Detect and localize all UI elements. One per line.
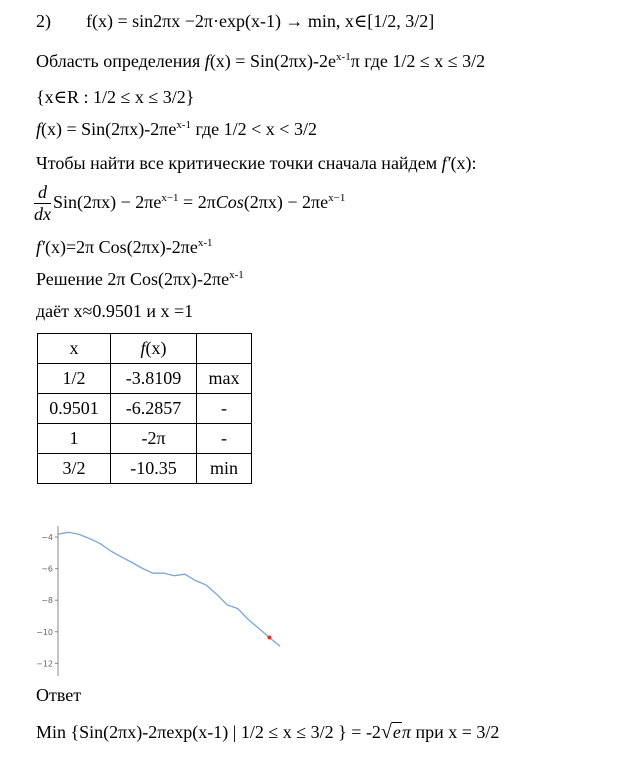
solution-line: [36, 268, 244, 290]
solution-text: Решение 2π Cos(2πx)-2πe: [36, 269, 230, 289]
table-cell-x: 1/2: [38, 364, 111, 394]
table-cell-note: -: [197, 394, 252, 424]
header-note: [197, 334, 252, 364]
fraction-denominator: dx: [34, 204, 51, 225]
answer-tail: при x = 3/2: [410, 722, 500, 742]
problem-number: 2): [36, 11, 51, 31]
table-cell-fx: -2π: [111, 424, 197, 454]
table-row: [38, 454, 252, 484]
domain-mid: (x) = Sin(2πx)-2e: [209, 51, 337, 71]
header-fx: [111, 334, 197, 364]
function-suffix: где 1/2 < x < 3/2: [191, 119, 317, 139]
derivative-rhs: (2πx) − 2πe: [243, 192, 329, 212]
answer-line: [36, 721, 499, 743]
derivative-exp: x-1: [197, 237, 213, 249]
function-exp: x-1: [176, 119, 191, 131]
fraction-numerator: d: [34, 182, 51, 204]
minimum-point-marker: [267, 635, 271, 639]
critical-tail: (x):: [450, 153, 477, 173]
header-x: x: [38, 334, 111, 364]
derivative-line: [36, 236, 213, 258]
table-cell-fx: -6.2857: [111, 394, 197, 424]
answer-radicand: e: [392, 722, 401, 742]
critical-fprime: f′: [441, 153, 451, 173]
table-header-row: [38, 334, 252, 364]
y-tick-label: −8: [41, 596, 53, 606]
domain-prefix: Область определения: [36, 51, 205, 71]
critical-intro: [36, 152, 477, 174]
derivative-rhs-exp: x−1: [328, 192, 346, 204]
derivative-lhs-exp: x−1: [161, 192, 179, 204]
header-x-arg: (x): [145, 338, 167, 358]
table-cell-x: 0.9501: [38, 394, 111, 424]
domain-suffix: π где 1/2 ≤ x ≤ 3/2: [350, 51, 486, 71]
y-tick-label: −6: [41, 564, 53, 574]
function-mid: (x) = Sin(2πx)-2πe: [41, 119, 177, 139]
y-tick-label: −4: [41, 533, 53, 543]
derivative-formula: [34, 180, 345, 225]
solution-exp: x-1: [229, 269, 244, 281]
table-cell-x: 3/2: [38, 454, 111, 484]
function-f: f: [36, 119, 42, 139]
derivative-eq: = 2π: [178, 192, 216, 212]
header-f: f: [140, 338, 146, 358]
domain-line: [36, 50, 485, 72]
table-cell-note: min: [197, 454, 252, 484]
domain-exp: x-1: [336, 51, 351, 63]
results-table: [37, 333, 252, 484]
function-line: [36, 118, 317, 140]
derivative-text: (x)=2π Cos(2πx)-2πe: [44, 237, 198, 257]
answer-label: Ответ: [36, 685, 82, 705]
function-plot: [28, 526, 288, 676]
derivative-cos: Cos: [215, 192, 244, 212]
answer-pi: π: [401, 722, 411, 742]
derivative-fraction: [34, 182, 51, 225]
function-curve: [58, 532, 280, 646]
table-cell-note: -: [197, 424, 252, 454]
table-cell-fx: -3.8109: [111, 364, 197, 394]
gives-line: даёт x≈0.9501 и x =1: [36, 301, 194, 321]
table-cell-note: max: [197, 364, 252, 394]
y-tick-label: −10: [36, 627, 53, 637]
critical-intro-text: Чтобы найти все критические точки сначала найдем: [36, 153, 442, 173]
answer-text: Min {Sin(2πx)-2πexp(x-1) | 1/2 ≤ x ≤ 3/2 } = -2: [36, 722, 381, 742]
table-row: [38, 424, 252, 454]
table-row: [38, 394, 252, 424]
derivative-fprime: f′: [36, 237, 45, 257]
set-line: {x∈R : 1/2 ≤ x ≤ 3/2}: [36, 87, 195, 107]
y-tick-label: −12: [36, 659, 53, 669]
problem-statement: f(x) = sin2πx −2π·exp(x-1) → min, x∈[1/2, 3/2]: [86, 11, 435, 31]
table-row: [38, 364, 252, 394]
derivative-lhs: Sin(2πx) − 2πe: [53, 192, 162, 212]
domain-f: f: [204, 51, 210, 71]
table-cell-x: 1: [38, 424, 111, 454]
sqrt-sign: √: [380, 721, 392, 743]
problem-header: [36, 10, 434, 32]
table-cell-fx: -10.35: [111, 454, 197, 484]
